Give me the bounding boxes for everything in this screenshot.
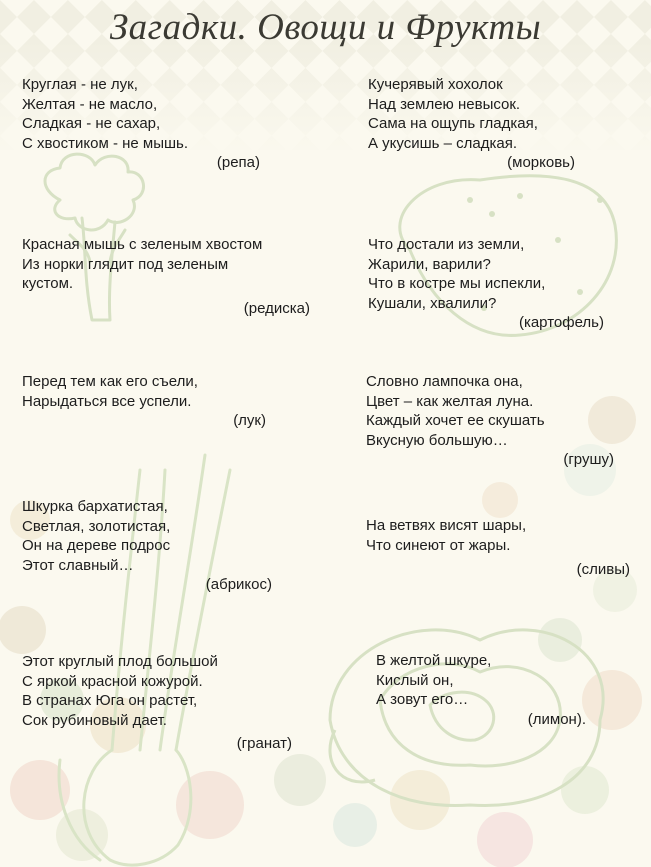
riddle-line: Над землею невысок. [368,95,521,113]
riddle-line: Кислый он, [376,671,454,689]
riddle-line: Желтая - не масло, [22,95,158,113]
riddle-7 [22,497,272,595]
riddle-answer: (редиска) [243,299,310,317]
riddle-line: Нарыдаться все успели. [22,392,192,410]
riddle-5 [22,372,266,431]
riddle-8 [366,516,630,580]
riddle-answer: (грушу) [563,451,614,468]
riddle-line: В желтой шкуре, [376,652,492,669]
riddle-6 [366,372,614,470]
riddle-answer: (картофель) [518,314,604,331]
riddle-line: А укусишь – сладкая. [368,134,518,152]
riddle-line: Кучерявый хохолок [368,76,503,93]
riddle-answer: (сливы) [576,561,630,578]
riddle-3 [22,235,310,318]
riddle-line: Светлая, золотистая, [22,517,171,535]
riddle-4 [368,235,604,333]
riddle-line: Сама на ощупь гладкая, [368,115,538,132]
riddle-line: На ветвях висят шары, [366,517,527,534]
riddle-line: Цвет – как желтая луна. [366,392,534,410]
riddle-2 [368,75,575,173]
riddle-answer: (абрикос) [205,576,272,593]
riddle-line: Вкусную большую… [366,431,508,449]
riddle-line: В странах Юга он растет, [22,692,198,709]
riddle-line: Сладкая - не сахар, [22,115,161,132]
riddle-line: Сок рубиновый дает. [22,711,167,729]
riddle-line: кустом. [22,275,74,292]
riddle-line: Кушали, хвалили? [368,294,497,312]
riddle-answer: (лук) [233,412,266,429]
page-title: Загадки. Овощи и Фрукты [109,7,542,48]
riddle-line: Из норки глядит под зеленым [22,255,229,273]
riddle-9 [22,652,292,754]
riddle-line: Словно лампочка она, [366,373,523,390]
riddle-answer: (гранат) [236,735,292,752]
riddle-line: Что в костре мы испекли, [368,275,546,292]
riddle-line: Этот круглый плод большой [22,653,218,670]
riddle-line: Перед тем как его съели, [22,373,198,390]
riddle-line: Что достали из земли, [368,236,525,253]
riddle-line: С яркой красной кожурой. [22,672,203,690]
riddle-line: Что синеют от жары. [366,536,511,554]
riddle-10 [376,651,586,729]
riddle-line: Красная мышь с зеленым хвостом [22,236,263,253]
riddle-answer: (репа) [216,154,260,171]
riddle-line: Шкурка бархатистая, [22,498,168,515]
riddle-line: Жарили, варили? [368,255,491,273]
riddle-line: А зовут его… [376,691,469,708]
riddle-line: Каждый хочет ее скушать [366,412,545,429]
riddle-line: Этот славный… [22,556,134,574]
riddle-line: С хвостиком - не мышь. [22,134,189,152]
riddle-line: Круглая - не лук, [22,76,138,93]
riddle-1 [22,75,260,173]
riddle-line: Он на дереве подрос [22,537,171,554]
riddle-answer: (лимон). [527,710,586,728]
riddle-answer: (морковь) [507,154,575,171]
